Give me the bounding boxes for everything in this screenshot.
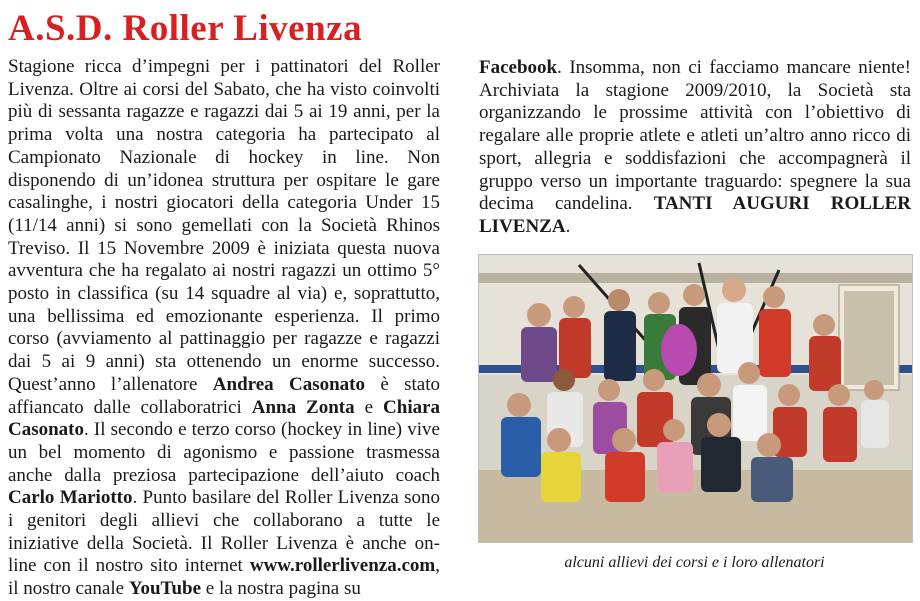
paragraph-text: è stato affiancato dalle collaboratrici [8,373,441,418]
photo-caption: alcuni allievi dei corsi e i loro allenatori [564,554,825,571]
paragraph-text: . Insomma, non ci facciamo mancare niente! Archiviata la stagione 2009/2010, la Società sta organizzando le prossime attività con l’obiettivo di regalare alle proprie atlete e atleti un’altro anno ricco di sport, allegria e soddisfazioni che accompagnerà il gruppo verso un importante traguardo: spegnere la sua decima candelina. [479,57,911,215]
right-text-column [479,57,911,237]
pinata [661,324,697,376]
assistant-coach-name: Carlo Mariotto [8,487,133,509]
article-title: A.S.D. Roller Livenza [8,8,363,49]
paragraph-text: Stagione ricca d’impegni per i pattinatori del Roller Livenza. Oltre ai corsi del Sabato, che ha visto coinvolti più di sessanta ragazze e ragazzi dai 5 ai 19 anni, per la prima volta una nostra categoria ha partecipato al Campionato Nazionale di hockey in line. Non disponendo di un’idonea struttura per ospitare le gare casalinghe, i nostri giocatori della categoria Under 15 (11/14 anni) si sono gemellati con la Società Rhinos Treviso. Il 15 Novembre 2009 è iniziata questa nuova avventura che ha regalato ai nostri ragazzi un ottimo 5° posto in classifica (su 14 squadre al via) e, soprattutto, una bellissima ed emozionante esperienza. Il primo corso (avviamento al pattinaggio per ragazze e ragazzi dai 5 ai 9 anni) sta ottenendo un enorme successo. Quest’anno l’allenatore [8,56,440,395]
group-photo [478,254,913,543]
group-photo-illustration [479,255,912,542]
paragraph-text: . Punto basilare del Roller Livenza sono i genitori degli allievi che collaborano a tutte le iniziative della Società. Il Roller Livenza è anche on-line con il nostro sito internet [8,487,440,577]
facebook-page: Facebook [479,57,558,78]
collaborator-name: Anna Zonta [251,396,355,418]
left-text-column [8,56,441,600]
closing-greeting: TANTI AUGURI ROLLER LIVENZA [479,193,911,237]
paragraph-text: , il nostro canale [8,555,440,600]
collaborator-name: Chiara Casonato [8,396,441,441]
youtube-channel: YouTube [128,578,202,600]
coach-name: Andrea Casonato [212,373,366,395]
paragraph-text: e [354,396,384,418]
paragraph-text: e la nostra pagina su [201,578,361,600]
website-link[interactable]: www.rollerlivenza.com [249,555,436,577]
closing-punctuation: . [565,215,571,237]
paragraph-text: . Il secondo e terzo corso (hockey in line) vive un bel momento di agonismo e passione trasmessa anche dalla preziosa partecipazione dell’aiuto coach [8,419,440,486]
